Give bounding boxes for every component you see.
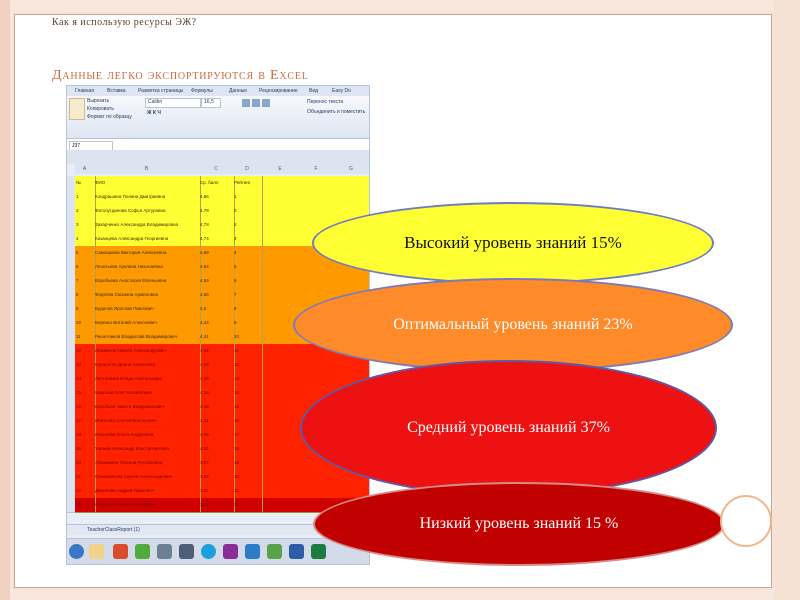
cell-rating[interactable]: 10 — [233, 330, 263, 344]
column-header-b[interactable]: B — [94, 164, 200, 174]
cell-average[interactable]: 4,02 — [199, 442, 235, 456]
cell-rating[interactable]: 17 — [233, 428, 263, 442]
ribbon-tab-page-layout[interactable]: Разметка страницы — [138, 88, 184, 94]
cell-number[interactable]: 23 — [75, 498, 96, 512]
cell-average[interactable]: 4,59 — [199, 274, 235, 288]
row-header[interactable] — [67, 316, 75, 331]
cell-number[interactable]: 10 — [75, 316, 96, 330]
level-average-label: Средний уровень знаний 37% — [407, 419, 610, 437]
row-header[interactable] — [67, 246, 75, 261]
cell-name[interactable]: Леонтьева Арелина Николаевна — [94, 260, 201, 274]
wrap-text-button[interactable]: Перенос текста — [307, 99, 344, 105]
row-header[interactable] — [67, 232, 75, 247]
cell-number[interactable]: 3 — [75, 218, 96, 232]
cell-rating[interactable]: 14 — [233, 386, 263, 400]
cell-name[interactable]: Березко Виталий Алексеевич — [94, 316, 201, 330]
cell-rating[interactable]: 16 — [233, 414, 263, 428]
browser-icon[interactable] — [267, 544, 282, 559]
screen-icon[interactable] — [179, 544, 194, 559]
row-header[interactable] — [67, 498, 75, 513]
table-row[interactable] — [75, 274, 369, 289]
cell-average[interactable]: 4,74 — [199, 232, 235, 246]
cell-number[interactable]: 7 — [75, 274, 96, 288]
cell-average[interactable]: 4,86 — [199, 190, 235, 204]
sheet-tab-active[interactable]: TeacherClassReport (1) — [87, 527, 140, 533]
cell-number[interactable]: 11 — [75, 330, 96, 344]
paste-icon[interactable] — [69, 98, 85, 120]
cell-average[interactable]: 4,26 — [199, 372, 235, 386]
cell-rating[interactable]: 19 — [233, 456, 263, 470]
table-row[interactable] — [75, 484, 369, 499]
level-high-ellipse — [312, 202, 714, 284]
level-low-ellipse — [313, 482, 725, 566]
visual-studio-icon[interactable] — [223, 544, 238, 559]
cell-rating[interactable]: 22 — [233, 498, 263, 512]
cell-number[interactable]: 1 — [75, 190, 96, 204]
printer-icon[interactable] — [157, 544, 172, 559]
cell-number[interactable]: 4 — [75, 232, 96, 246]
excel-icon[interactable] — [311, 544, 326, 559]
zip-icon[interactable] — [135, 544, 150, 559]
level-optimal-label: Оптимальный уровень знаний 23% — [393, 316, 633, 334]
cell-rating[interactable]: 3 — [233, 232, 263, 246]
cell-average[interactable]: 3,97 — [199, 456, 235, 470]
cell-average[interactable]: 4,44 — [199, 316, 235, 330]
row-header[interactable] — [67, 428, 75, 443]
cell-number[interactable]: № — [75, 176, 96, 190]
cell-number[interactable]: 18 — [75, 428, 96, 442]
cell-name[interactable]: Данилова Андрей Павлович — [94, 484, 201, 498]
table-row[interactable] — [75, 190, 369, 205]
word-icon[interactable] — [289, 544, 304, 559]
cell-rating[interactable]: 11 — [233, 344, 263, 358]
row-header[interactable] — [67, 456, 75, 471]
cell-name[interactable]: Ушаков Александр Константинович — [94, 442, 201, 456]
cell-rating[interactable]: 18 — [233, 442, 263, 456]
row-header[interactable] — [67, 288, 75, 303]
cell-average[interactable]: 4,56 — [199, 288, 235, 302]
ribbon-tab-view[interactable]: Вид — [309, 88, 319, 94]
cell-name[interactable]: Воробьева Анастасия Евгеньевна — [94, 274, 201, 288]
cell-name[interactable]: Карапетян Диана Араиковна — [94, 358, 201, 372]
column-header-f[interactable]: F — [299, 164, 334, 174]
left-border-stripe — [0, 0, 10, 600]
decorative-circle — [720, 495, 772, 547]
cell-name[interactable]: Овчинникова Сергей Александрович — [94, 470, 201, 484]
cell-rating[interactable]: Рейтинг — [233, 176, 263, 190]
cell-rating[interactable]: 1 — [233, 190, 263, 204]
row-header[interactable] — [67, 274, 75, 289]
cell-average[interactable]: 4,78 — [199, 218, 235, 232]
cell-average[interactable]: 4,78 — [199, 204, 235, 218]
cell-average[interactable]: 4,69 — [199, 246, 235, 260]
ribbon-tab-review[interactable]: Рецензирование — [259, 88, 298, 94]
row-header[interactable] — [67, 400, 75, 415]
cell-name[interactable]: Широков Олег Михайлович — [94, 386, 201, 400]
cell-number[interactable]: 2 — [75, 204, 96, 218]
row-header[interactable] — [67, 372, 75, 387]
yandex-icon[interactable] — [113, 544, 128, 559]
cell-rating[interactable]: 20 — [233, 470, 263, 484]
ribbon-tab-data[interactable]: Данные — [229, 88, 248, 94]
level-average-ellipse — [300, 360, 717, 496]
skype-icon[interactable] — [201, 544, 216, 559]
cell-number[interactable]: 21 — [75, 470, 96, 484]
cell-rating[interactable]: 2 — [233, 204, 263, 218]
cell-rating[interactable]: 4 — [233, 246, 263, 260]
table-row[interactable] — [75, 176, 369, 191]
cut-button[interactable]: Вырезать — [87, 98, 110, 104]
row-header[interactable] — [67, 260, 75, 275]
row-header[interactable] — [67, 302, 75, 317]
cell-name[interactable]: Фатхоутдинова Софья Артуровна — [94, 204, 201, 218]
cell-name[interactable]: Самощкина Виктория Алексеевна — [94, 246, 201, 260]
cell-number[interactable]: 6 — [75, 260, 96, 274]
cell-number[interactable]: 19 — [75, 442, 96, 456]
right-border-stripe — [774, 0, 800, 600]
row-header[interactable] — [67, 358, 75, 373]
cell-rating[interactable]: 15 — [233, 400, 263, 414]
ribbon-tab-insert[interactable]: Вставка — [107, 88, 126, 94]
cell-name[interactable]: Будилов Ярослав Павлович — [94, 302, 201, 316]
row-header[interactable] — [67, 344, 75, 359]
table-row[interactable] — [75, 260, 369, 275]
cell-number[interactable]: 14 — [75, 372, 96, 386]
cell-name[interactable]: Решетников Владислав Владимирович — [94, 330, 201, 344]
cell-rating[interactable]: 21 — [233, 484, 263, 498]
column-header-e[interactable]: E — [261, 164, 300, 174]
row-header[interactable] — [67, 204, 75, 219]
row-header[interactable] — [67, 176, 75, 191]
cell-average[interactable]: 3,85 — [199, 498, 235, 512]
cell-average[interactable]: 4,5 — [199, 302, 235, 316]
cell-number[interactable]: 20 — [75, 456, 96, 470]
cell-number[interactable]: 9 — [75, 302, 96, 316]
ribbon — [67, 96, 369, 138]
cell-number[interactable]: 13 — [75, 358, 96, 372]
row-header[interactable] — [67, 442, 75, 457]
cell-average[interactable]: 4,29 — [199, 358, 235, 372]
cell-average[interactable]: Ср. балл — [199, 176, 235, 190]
cell-rating[interactable]: 8 — [233, 302, 263, 316]
level-high-label: Высокий уровень знаний 15% — [404, 232, 622, 252]
cell-name[interactable]: Воробьев Никита Владимирович — [94, 400, 201, 414]
cell-average[interactable]: 4,18 — [199, 386, 235, 400]
slide-title: Данные легко экспортируются в Excel — [52, 68, 309, 83]
table-row[interactable] — [75, 358, 369, 373]
table-row[interactable] — [75, 470, 369, 485]
sheet-gap — [67, 150, 369, 164]
level-optimal-ellipse — [293, 278, 733, 372]
skype-web-icon[interactable] — [245, 544, 260, 559]
cell-average[interactable]: 3,94 — [199, 470, 235, 484]
cell-number[interactable]: 8 — [75, 288, 96, 302]
cell-average[interactable]: 4,15 — [199, 400, 235, 414]
cell-average[interactable]: 4,11 — [199, 414, 235, 428]
slide-subtitle: Как я использую ресурсы ЭЖ? — [52, 17, 197, 28]
cell-number[interactable]: 17 — [75, 414, 96, 428]
font-name-value: Calibri — [148, 99, 163, 105]
ribbon-tab-formulas[interactable]: Формулы — [191, 88, 213, 94]
cell-name[interactable]: Абрамкина Татьяна Руслановна — [94, 456, 201, 470]
cell-average[interactable]: 4,41 — [199, 330, 235, 344]
format-painter-button[interactable]: Формат по образцу — [87, 114, 132, 120]
table-row[interactable] — [75, 204, 369, 219]
row-header[interactable] — [67, 218, 75, 233]
cell-number[interactable]: 12 — [75, 344, 96, 358]
cell-rating[interactable]: 7 — [233, 288, 263, 302]
cell-name[interactable]: Ласточкина Влада Анатольевна — [94, 372, 201, 386]
cell-name[interactable]: Захарченко Александра Владимировна — [94, 218, 201, 232]
font-size-value: 16,5 — [204, 99, 214, 105]
start-icon[interactable] — [69, 544, 84, 559]
font-size-box[interactable] — [201, 98, 221, 108]
folder-icon[interactable] — [89, 544, 104, 559]
cell-rating[interactable]: 2 — [233, 218, 263, 232]
row-header[interactable] — [67, 484, 75, 499]
row-header[interactable] — [67, 470, 75, 485]
cell-average[interactable]: 4,34 — [199, 344, 235, 358]
cell-rating[interactable]: 5 — [233, 260, 263, 274]
row-header[interactable] — [67, 190, 75, 205]
cell-rating[interactable]: 9 — [233, 316, 263, 330]
table-row[interactable] — [75, 372, 369, 387]
align-top-icon[interactable] — [242, 99, 250, 107]
cell-rating[interactable]: 13 — [233, 372, 263, 386]
align-middle-icon[interactable] — [252, 99, 260, 107]
column-header-g[interactable]: G — [333, 164, 370, 174]
cell-name[interactable]: Фадеева Сюзанна Арменовна — [94, 288, 201, 302]
copy-button[interactable]: Копировать — [87, 106, 114, 112]
cell-average[interactable]: 3,91 — [199, 484, 235, 498]
bold-icon[interactable]: Ж К Ч — [147, 110, 161, 116]
cell-name[interactable]: Ипатьева Сергей Викторович — [94, 414, 201, 428]
cell-number[interactable]: 15 — [75, 386, 96, 400]
cell-number[interactable]: 16 — [75, 400, 96, 414]
cell-average[interactable]: 4,05 — [199, 428, 235, 442]
windows-taskbar — [67, 538, 369, 565]
cell-name[interactable]: Сорокина Елена Николаевна — [94, 498, 201, 512]
cell-name[interactable]: Кондрашина Полина Дмитриевна — [94, 190, 201, 204]
cell-number[interactable]: 5 — [75, 246, 96, 260]
row-header[interactable] — [67, 414, 75, 429]
cell-average[interactable]: 4,64 — [199, 260, 235, 274]
cell-rating[interactable]: 6 — [233, 274, 263, 288]
column-header-a[interactable]: A — [75, 164, 95, 174]
cell-name[interactable]: Ильичева Ольга Андреевна — [94, 428, 201, 442]
cell-name[interactable]: Казанцева Александра Георгиевна — [94, 232, 201, 246]
ribbon-tab-home[interactable]: Главная — [75, 88, 95, 94]
font-name-box[interactable] — [145, 98, 201, 108]
column-header-c[interactable]: C — [199, 164, 234, 174]
cell-number[interactable]: 22 — [75, 484, 96, 498]
cell-name[interactable]: ФИО — [94, 176, 201, 190]
ribbon-tab-easy[interactable]: Easy Do — [332, 88, 351, 94]
merge-center-button[interactable]: Объединить и поместить — [307, 109, 366, 115]
column-header-d[interactable]: D — [233, 164, 262, 174]
cell-rating[interactable]: 12 — [233, 358, 263, 372]
row-header[interactable] — [67, 330, 75, 345]
cell-name[interactable]: Исмаилов Никита Александрович — [94, 344, 201, 358]
level-low-label: Низкий уровень знаний 15 % — [419, 515, 619, 533]
row-header[interactable] — [67, 386, 75, 401]
name-box[interactable]: J37 — [69, 141, 113, 151]
align-bottom-icon[interactable] — [262, 99, 270, 107]
